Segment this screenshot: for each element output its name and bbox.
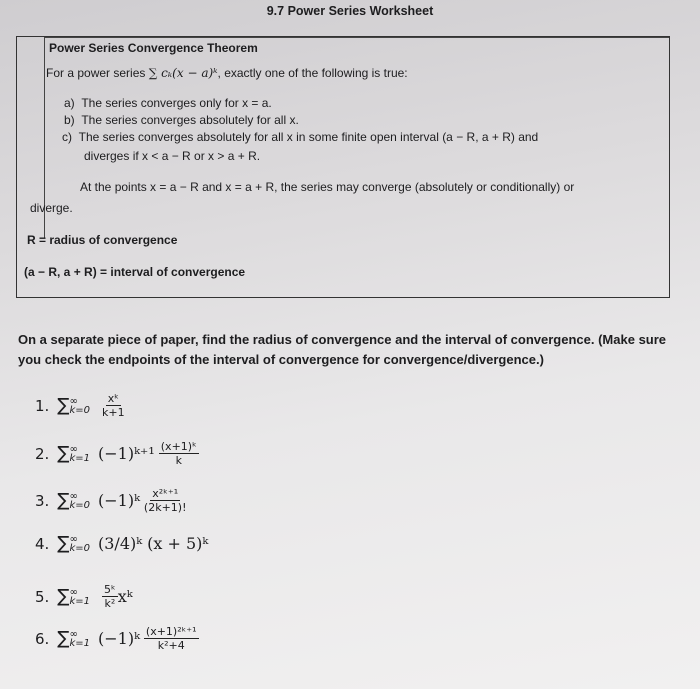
term-suffix: xᵏ [117,587,133,606]
item-text: The series converges absolutely for all x. [81,113,299,127]
instructions: On a separate piece of paper, find the radius of convergence and the interval of convergence. (Make sure you check the endpoints of the interval of convergence for convergence/divergence.) [18,332,667,367]
problem-3 [35,487,186,514]
sigma-icon: ∑ [57,586,70,607]
denominator: k+1 [102,406,125,419]
item-label: c) [62,130,72,144]
sum-limits [69,492,90,510]
item-label: b) [64,113,75,127]
sum-lower: k=1 [69,595,90,607]
sum-upper: ∞ [69,490,78,502]
problem-number: 2. [35,444,50,463]
fraction [102,583,118,610]
sum-limits [69,397,90,415]
sum-limits [69,630,90,648]
sum-upper: ∞ [69,628,78,640]
problem-1 [35,392,125,419]
item-text: The series converges only for x = a. [81,96,272,110]
sum-lower: k=0 [69,542,90,554]
sum-limits [69,445,90,463]
sigma-icon: ∑ [57,628,70,649]
theorem-intro [46,66,408,80]
term-prefix: (−1)ᵏ⁺¹ [98,444,155,463]
sum-limits [69,588,90,606]
radius-definition: R = radius of convergence [27,233,178,247]
fraction [159,440,199,467]
endpoint-note-cont: diverge. [30,201,73,215]
numerator: (x+1)²ᵏ⁺¹ [145,625,197,638]
denominator: k [175,454,182,467]
sum-upper: ∞ [69,586,78,598]
sigma-icon: ∑ [57,533,70,554]
intro-formula: ∑ cₖ(x − a)ᵏ [148,66,218,80]
problem-6 [35,625,199,652]
problem-4 [35,533,208,554]
problem-number: 3. [35,491,50,510]
problem-2 [35,440,199,467]
denominator: (2k+1)! [143,501,187,514]
theorem-item-a [64,96,272,110]
problem-number: 4. [35,534,50,553]
problem-number: 5. [35,587,50,606]
numerator: 5ᵏ [104,583,116,596]
theorem-heading: Power Series Convergence Theorem [49,41,258,55]
sigma-icon: ∑ [57,443,70,464]
term-prefix: (−1)ᵏ [98,491,140,510]
sum-upper: ∞ [69,395,78,407]
interval-definition: (a − R, a + R) = interval of convergence [24,265,246,279]
fraction [144,625,199,652]
sum-lower: k=1 [69,452,90,464]
theorem-item-c [62,130,538,144]
item-label: a) [64,96,75,110]
theorem-item-c-cont: diverges if x < a − R or x > a + R. [84,149,261,163]
numerator: (x+1)ᵏ [160,440,197,453]
theorem-item-b [64,113,299,127]
intro-suffix: , exactly one of the following is true: [217,66,408,80]
fraction [144,487,187,514]
sum-upper: ∞ [69,533,78,545]
item-text: The series converges absolutely for all x in some finite open interval (a − R, a + R) and [78,130,539,144]
sum-lower: k=0 [69,499,90,511]
term-prefix: (−1)ᵏ [98,629,140,648]
problem-5 [35,583,133,610]
sigma-icon: ∑ [57,395,70,416]
sum-lower: k=1 [69,637,90,649]
sum-limits [69,535,90,553]
problem-number: 6. [35,629,50,648]
denominator: k²+4 [157,639,185,652]
endpoint-note: At the points x = a − R and x = a + R, the series may converge (absolutely or conditionally) or [80,180,575,194]
worksheet-title: 9.7 Power Series Worksheet [266,4,434,18]
fraction [102,392,125,419]
sum-upper: ∞ [69,443,78,455]
numerator: xᵏ [107,392,119,405]
problem-number: 1. [35,396,50,415]
term-prefix: (3/4)ᵏ (x + 5)ᵏ [98,534,209,553]
denominator: k² [104,597,116,610]
sigma-icon: ∑ [57,490,70,511]
intro-prefix: For a power series [46,66,149,80]
numerator: x²ᵏ⁺¹ [152,487,179,500]
sum-lower: k=0 [69,404,90,416]
